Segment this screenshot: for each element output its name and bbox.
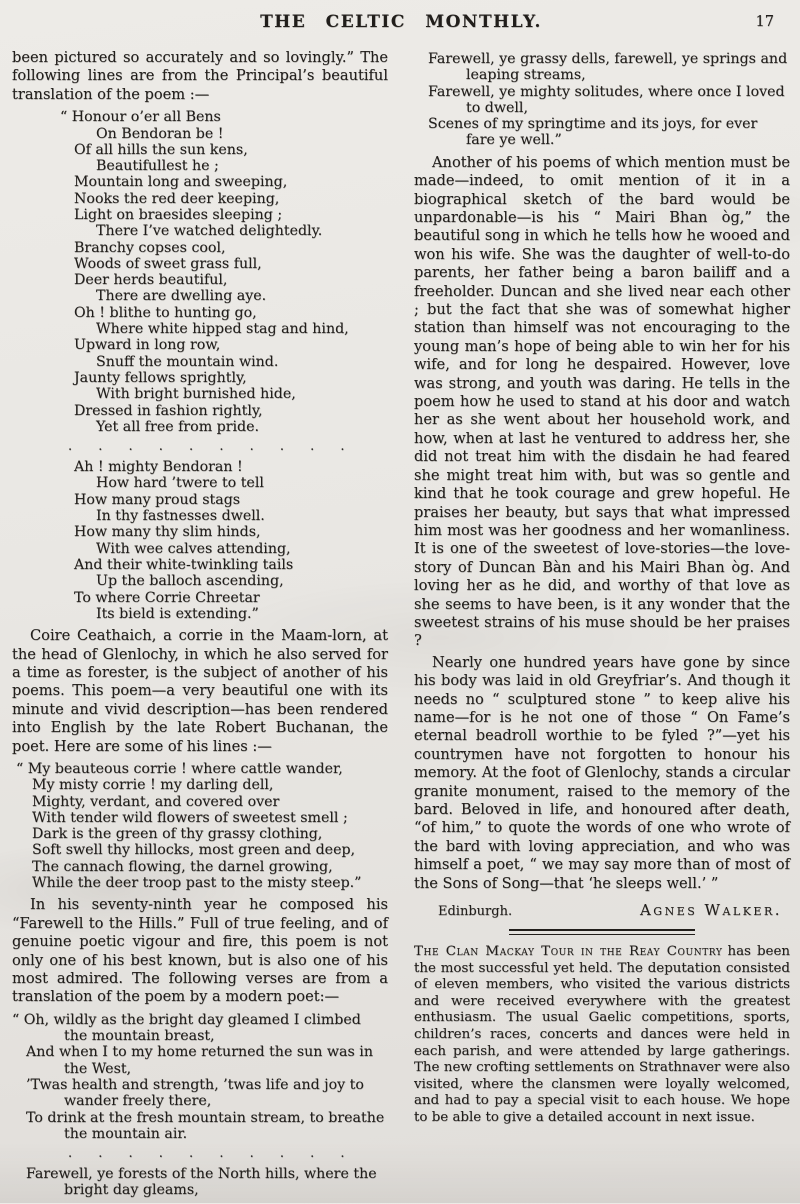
verse-line: Snuff the mountain wind. [96,353,279,370]
signature-author: Agnes Walker. [639,901,782,920]
verse-line: the West, [64,1060,132,1077]
verse-line: And when I to my home returned the sun was in [26,1044,373,1061]
verse-line: the mountain breast, [64,1028,215,1045]
verse-line: Farewell, ye mighty solitudes, where once I loved [428,83,785,100]
verse-line: Branchy copses cool, [74,239,226,256]
verse-line: With wee calves attending, [96,540,291,557]
paragraph: been pictured so accurately and so lovingly.” The following lines are from the Principal’s beautiful translation of the poem :— [12,49,388,103]
verse-line: Ah ! mighty Bendoran ! [74,459,243,476]
news-paragraph [414,944,790,1127]
signature-row [414,901,790,919]
signature-place: Edinburgh. [438,904,513,920]
verse-line: fare ye well.” [466,132,562,149]
verse-line: leaping streams, [466,67,586,84]
verse-line: The cannach flowing, the darnel growing, [32,858,333,875]
verse-block [12,459,388,622]
verse-line: To where Corrie Chreetar [74,589,260,606]
verse-line: In thy fastnesses dwell. [96,508,265,525]
stanza-separator-dots: . . . . . . . . . . [68,439,346,455]
paragraph: Nearly one hundred years have gone by since his body was laid in old Greyfriar’s. And though it needs no “ sculptured stone ” to keep alive his name—for is he not one of those “ On Fame’s eternal beadroll worthie to be fyled ?”—yet his countrymen have not forgotten to honour his memory. At the foot of Glenlochy, stands a circular granite monument, raised to the memory of the bard. Beloved in life, and honoured after death, “of him,” to quote the words of one who wrote of the bard with loving appreciation, and who was himself a poet, “ we may say more than of most of the Sons of Song—that ‘he sleeps well.’ ” [414,653,790,892]
verse-line: “ Honour o’er all Bens [60,109,221,126]
verse-line: With bright burnished hide, [96,386,296,403]
verse-line: Beautifullest he ; [96,158,219,175]
verse-line: Jaunty fellows sprightly, [74,369,247,386]
columns [12,46,790,1204]
verse-line: to dwell, [466,99,528,116]
verse-line: Its bield is extending.” [96,605,259,622]
page-title: THE CELTIC MONTHLY. [260,12,542,32]
verse-block [12,1012,388,1142]
verse-line: Soft swell thy hillocks, most green and deep, [32,842,356,859]
verse-line: There I’ve watched delightedly. [96,223,323,240]
verse-block [12,109,388,435]
verse-line: ’Twas health and strength, ’twas life and joy to [26,1076,364,1093]
verse-line: Dressed in fashion rightly, [74,402,263,419]
paragraph: In his seventy-ninth year he composed his “Farewell to the Hills.” Full of true feeling, and of genuine poetic vigour and fire, this poem is not only one of his best known, but is also one of his most admired. The following verses are from a translation of the poem by a modern poet:— [12,896,388,1006]
verse-line: Farewell, ye grassy dells, farewell, ye springs and [428,51,788,67]
verse-line: Yet all free from pride. [96,418,260,435]
verse-line: “ My beauteous corrie ! where cattle wander, [16,760,343,777]
verse-line: To drink at the fresh mountain stream, to breathe [26,1109,385,1126]
verse-line: Upward in long row, [74,337,221,354]
verse-block [12,1166,388,1199]
verse-line: How many thy slim hinds, [74,524,261,541]
page-number: 17 [755,14,774,30]
stanza-separator-dots: . . . . . . . . . . [68,1146,346,1162]
left-column [12,46,388,1204]
verse-line: Woods of sweet grass full, [74,255,262,272]
verse-line: Dark is the green of thy grassy clothing, [32,826,323,843]
verse-line: Mountain long and sweeping, [74,174,288,191]
verse-line: “ Oh, wildly as the bright day gleamed I climbed [12,1011,361,1028]
verse-line: How many proud stags [74,491,241,508]
verse-line: Scenes of my springtime and its joys, for ever [428,116,758,133]
verse-line: the mountain air. [64,1125,188,1142]
verse-line: With tender wild flowers of sweetest smell ; [32,809,348,826]
verse-line: Up the balloch ascending, [96,573,284,590]
verse-line: On Bendoran be ! [96,125,224,142]
section-divider-rule [509,929,695,935]
verse-line: Where white hipped stag and hind, [96,321,349,338]
verse-line: Light on braesides sleeping ; [74,207,283,223]
verse-line: And their white-twinkling tails [74,556,294,573]
verse-block [12,761,388,891]
verse-line: Deer herds beautiful, [74,272,228,289]
news-text: has been the most successful yet held. The deputation consisted of eleven members, who visited the various districts and were received everywhere with the greatest enthusiasm. The usual Gaelic competitions, sports, children’s races, concerts and dances were held in each parish, and were attended by large gatherings. The new crofting settlements on Strathnaver were also visited, where the clansmen were loyally welcomed, and had to pay a special visit to each house. We hope to be able to give a detailed account in next issue. [414,944,791,1125]
paragraph: Coire Ceathaich, a corrie in the Maam-lorn, at the head of Glenlochy, in which he also served for a time as forester, is the subject of another of his poems. This poem—a very beautiful one with its minute and vivid description—has been rendered into English by the late Robert Buchanan, the poet. Here are some of his lines :— [12,627,388,755]
verse-line: Nooks the red deer keeping, [74,190,280,207]
verse-line: Farewell, ye forests of the North hills, where the [26,1166,377,1183]
paragraph: Another of his poems of which mention must be made—indeed, to omit mention of it in a biographical sketch of the bard would be unpardonable—is his “ Mairi Bhan òg,” the beautiful song in which he tells how he wooed and won his wife. She was the daughter of well-to-do parents, her father being a baron bailiff and a freeholder. Duncan and she lived near each other ; but the fact that she was of somewhat higher station than himself was not encouraging to the young man’s hope of being able to win her for his wife, and for long he despaired. However, love was strong, and youth was daring. He tells in the poem how he used to stand at his door and watch her as she went about her household work, and how, when at last he ventured to address her, she did not treat him with the disdain he had feared she might treat him with, but was so gentle and kind that he took courage and grew hopeful. He praises her beauty, but says that what impressed him most was her goodness and her womanliness. It is one of the sweetest of love-stories—the love-story of Duncan Bàn and his Mairi Bhan òg. And loving her as he did, and worthy of that love as she seems to have been, is it any wonder that the sweetest strains of his muse should be her praises ? [414,153,790,650]
verse-line: Of all hills the sun kens, [74,141,248,158]
verse-line: My misty corrie ! my darling dell, [32,777,274,794]
verse-line: Mighty, verdant, and covered over [32,793,280,810]
page-header [12,8,790,46]
verse-block [414,51,790,149]
verse-line: wander freely there, [64,1093,212,1110]
verse-line: There are dwelling aye. [96,288,267,305]
right-column [414,46,790,1204]
news-lead: The Clan Mackay Tour in the Reay Country [414,944,723,960]
verse-line: How hard ’twere to tell [96,475,264,492]
verse-line: Oh ! blithe to hunting go, [74,304,257,321]
verse-line: While the deer troop past to the misty steep.” [32,875,362,892]
verse-line: bright day gleams, [64,1182,199,1199]
